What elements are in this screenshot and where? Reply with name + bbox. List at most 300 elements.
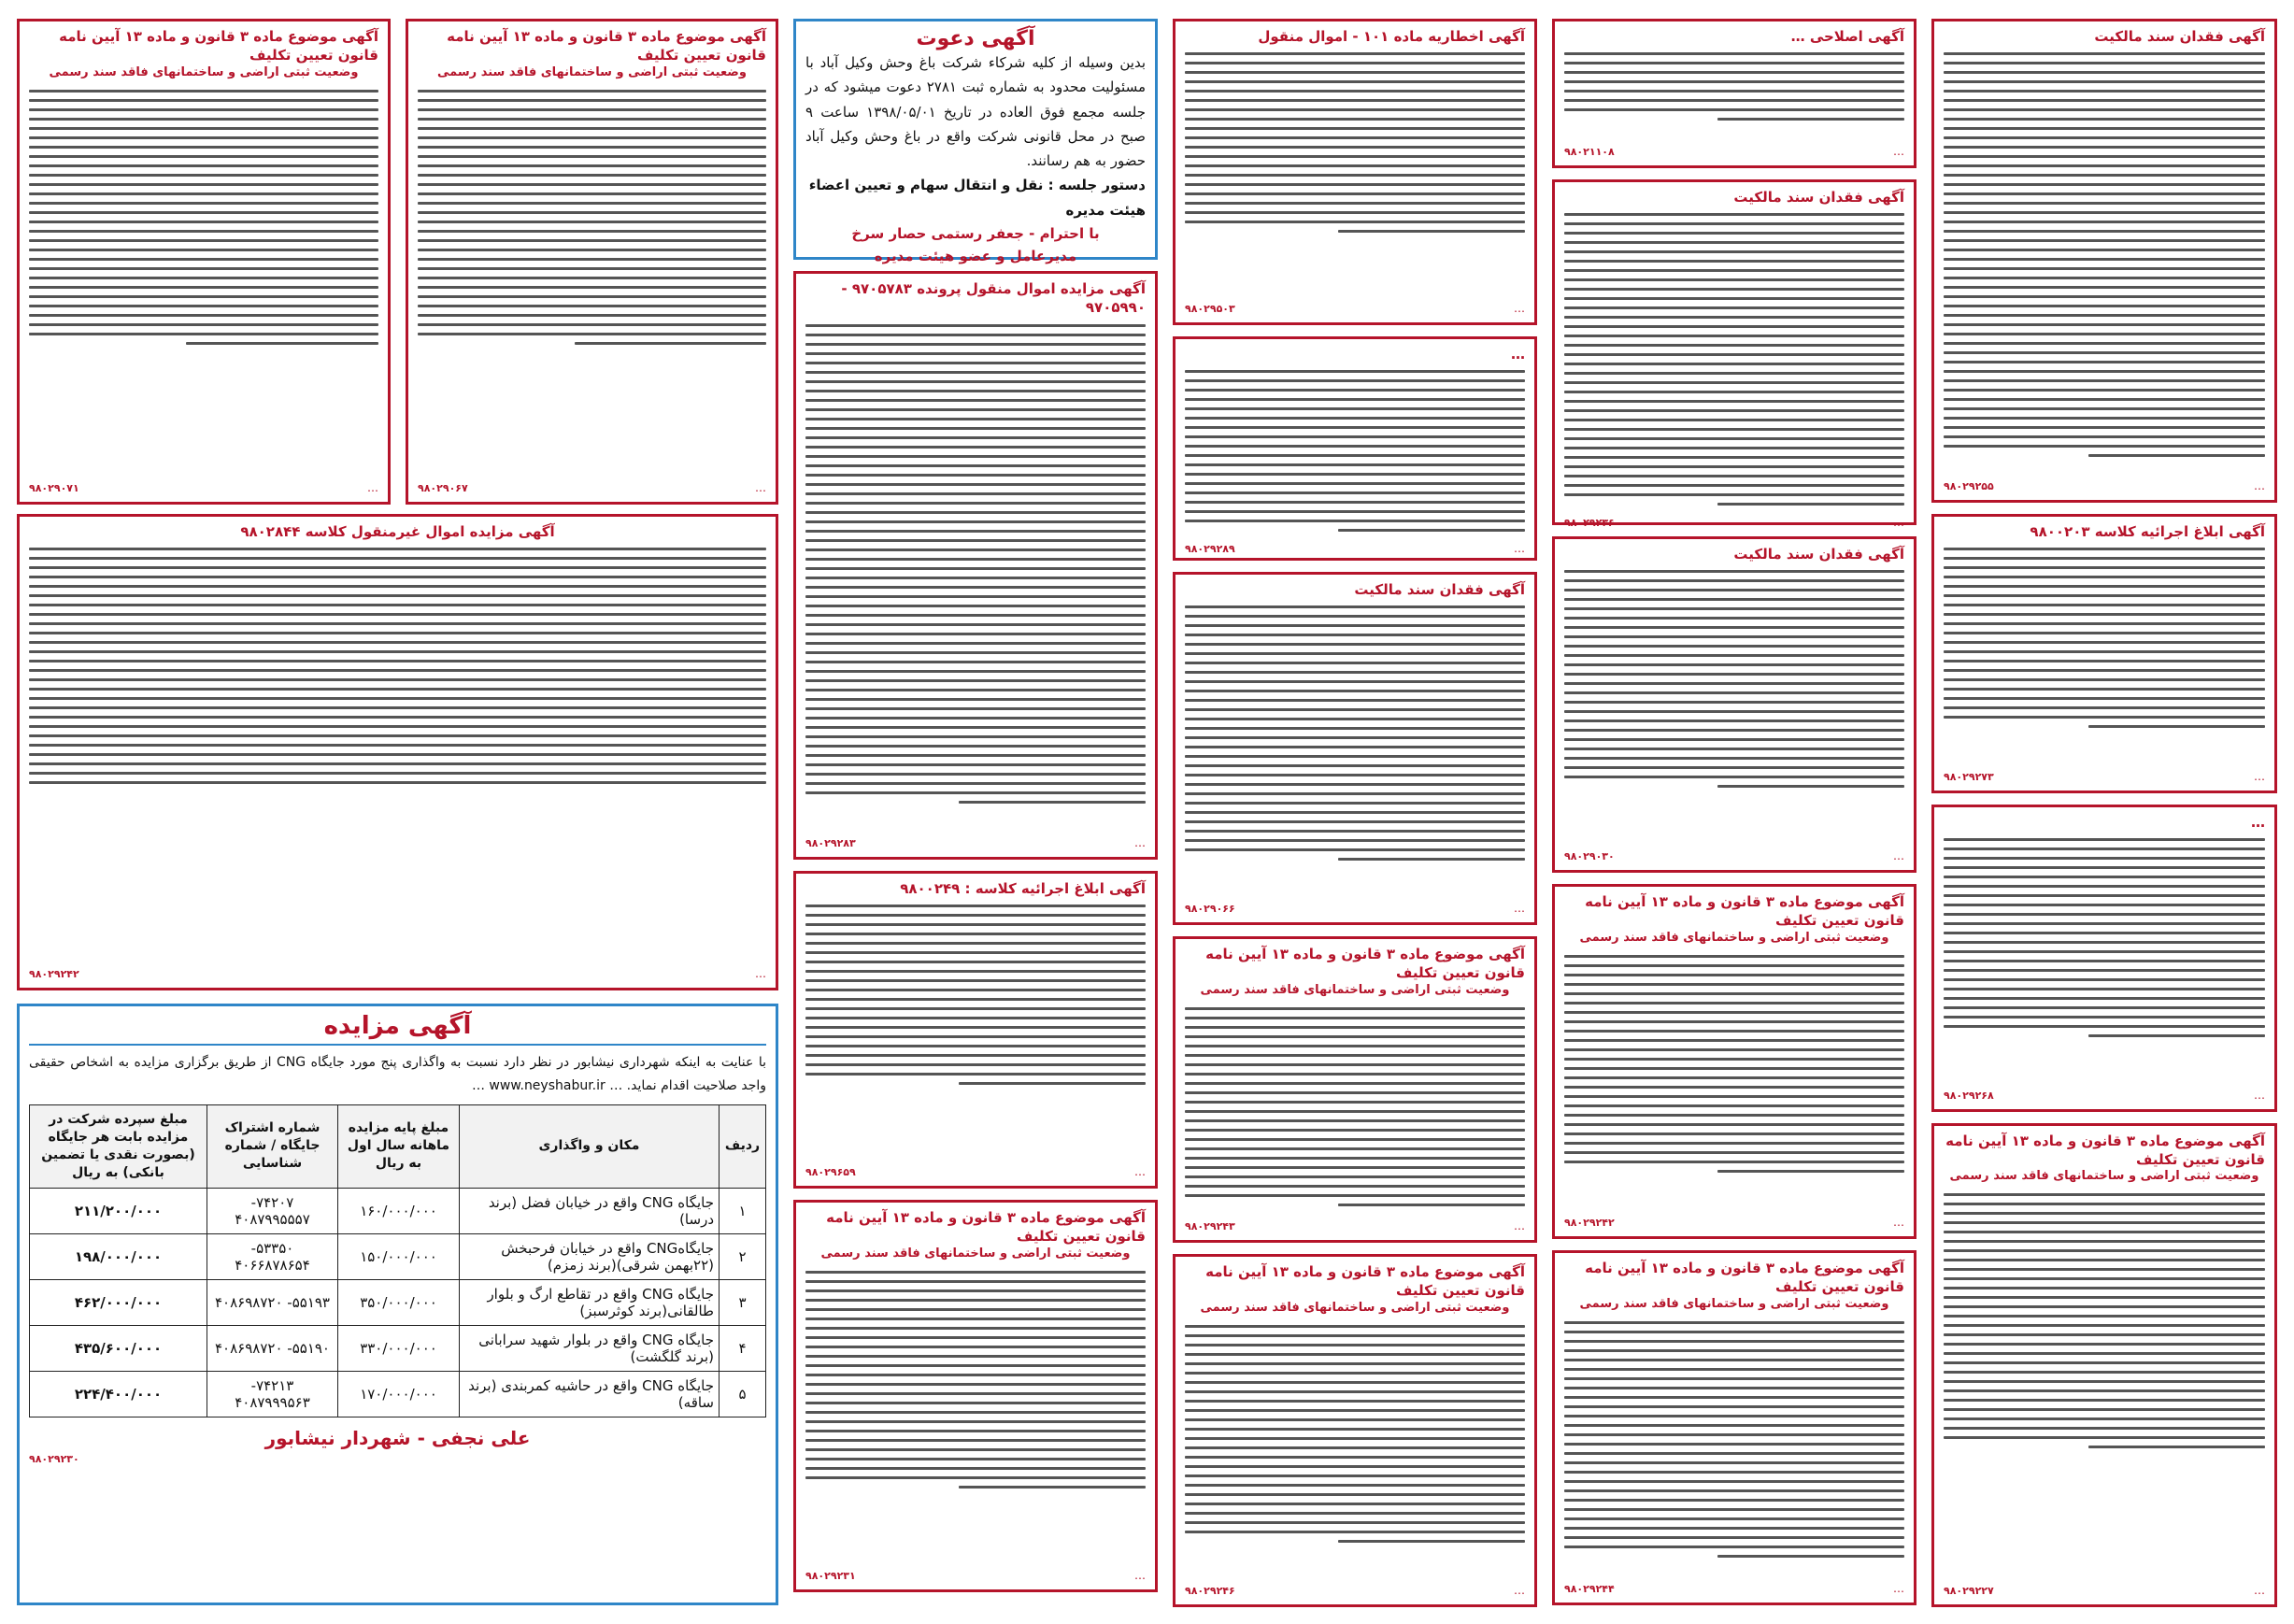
text-line (805, 1364, 1146, 1367)
text-line (29, 295, 378, 298)
text-line (1564, 691, 1904, 694)
text-line (805, 1458, 1146, 1460)
legal-notice (1931, 1123, 2277, 1607)
text-line (1185, 389, 1525, 392)
text-line (805, 436, 1146, 439)
text-line (805, 446, 1146, 449)
text-line (29, 622, 766, 625)
text-line (1944, 1436, 2265, 1439)
text-line (418, 183, 766, 186)
notice-code: ۹۸۰۲۹۰۷۱ (29, 482, 79, 494)
header-price: مبلغ پایه مزایده ماهانه سال اول به ریال (338, 1105, 460, 1189)
text-line (29, 613, 766, 616)
text-line (1564, 1123, 1904, 1126)
text-line (418, 267, 766, 270)
notice-footer (29, 481, 378, 494)
text-line (1564, 391, 1904, 393)
text-line (1564, 955, 1904, 958)
text-line (959, 1486, 1146, 1489)
text-line (1185, 174, 1525, 177)
text-line (29, 230, 378, 233)
notice-sign: … (1893, 849, 1904, 862)
text-line (1185, 221, 1525, 223)
notice-code: ۹۸۰۲۹۲۸۳ (805, 837, 856, 849)
text-line (805, 577, 1146, 579)
text-line (805, 698, 1146, 701)
header-row-no: ردیف (720, 1105, 766, 1189)
legal-notice (17, 19, 391, 505)
text-line (29, 772, 766, 775)
text-line (1564, 1536, 1904, 1539)
text-line (1564, 1142, 1904, 1145)
notice-code: ۹۸۰۲۹۲۴۳ (1185, 1220, 1235, 1233)
text-line (1944, 351, 2265, 354)
notice-body (1564, 207, 1904, 512)
text-line (29, 249, 378, 251)
text-line (805, 399, 1146, 402)
text-line (29, 594, 766, 597)
text-line (1944, 230, 2265, 233)
notice-sign: … (1514, 1584, 1525, 1597)
text-line (29, 744, 766, 747)
text-line (1944, 305, 2265, 307)
notice-sign: … (1134, 836, 1146, 849)
text-line (1944, 221, 2265, 223)
text-line (418, 230, 766, 233)
text-line (805, 1289, 1146, 1292)
text-line (805, 1402, 1146, 1404)
text-line (805, 483, 1146, 486)
text-line (1944, 585, 2265, 588)
text-line (29, 641, 766, 644)
text-line (1564, 1508, 1904, 1511)
text-line (1944, 632, 2265, 634)
text-line (1185, 1409, 1525, 1412)
text-line (1944, 894, 2265, 897)
text-line (1944, 1352, 2265, 1355)
text-line (29, 650, 766, 653)
text-line (805, 1476, 1146, 1479)
text-line (1944, 417, 2265, 420)
text-line (1185, 454, 1525, 457)
text-line (29, 706, 766, 709)
text-line (1564, 90, 1904, 93)
text-line (1564, 1020, 1904, 1023)
text-line (805, 418, 1146, 420)
text-line (1185, 1344, 1525, 1346)
table-row (30, 1279, 766, 1325)
text-line (575, 342, 766, 345)
notice-title: … (2251, 814, 2265, 832)
text-line (1944, 1399, 2265, 1402)
text-line (805, 408, 1146, 411)
text-line (1944, 706, 2265, 709)
notice-footer (1185, 902, 1525, 915)
notice-sign: … (2254, 1583, 2265, 1597)
text-line (1185, 80, 1525, 83)
text-line (1185, 1521, 1525, 1524)
notice-title: آگهی اصلاحی … (1790, 28, 1904, 45)
text-line (1944, 1287, 2265, 1289)
text-line (1185, 764, 1525, 767)
text-line (1185, 1465, 1525, 1468)
notice-body (29, 83, 378, 478)
text-line (1564, 1499, 1904, 1502)
notice-sign: … (367, 481, 378, 494)
text-line (1185, 1428, 1525, 1431)
notice-code: ۹۸۰۲۹۲۸۹ (1185, 543, 1235, 556)
notice-sign: … (1893, 1216, 1904, 1229)
text-line (1564, 99, 1904, 102)
text-line (418, 323, 766, 326)
notice-footer (1185, 302, 1525, 315)
legal-notice (793, 1200, 1158, 1592)
text-line (1944, 1231, 2265, 1233)
notice-footer (1944, 1089, 2265, 1102)
text-line (1944, 613, 2265, 616)
left-top-ad-1 (17, 19, 391, 505)
text-line (805, 914, 1146, 917)
text-line (805, 1271, 1146, 1274)
text-line (29, 697, 766, 700)
wide-ad-title: آگهی مزایده اموال غیرمنقول کلاسه ۹۸۰۲۸۴۴ (240, 523, 555, 540)
text-line (418, 295, 766, 298)
notice-sign: … (1514, 1219, 1525, 1233)
notice-code: ۹۸۰۲۹۲۳۱ (805, 1570, 856, 1582)
text-line (1338, 230, 1525, 233)
text-line (1944, 127, 2265, 130)
text-line (1944, 857, 2265, 860)
text-line (29, 155, 378, 158)
text-line (1185, 1147, 1525, 1150)
text-line (1944, 267, 2265, 270)
text-line (1185, 680, 1525, 683)
text-line (1564, 974, 1904, 976)
text-line (1944, 932, 2265, 934)
text-line (805, 1374, 1146, 1376)
notice-sign: … (1514, 902, 1525, 915)
cell-price: ۱۵۰/۰۰۰/۰۰۰ (338, 1233, 460, 1279)
text-line (1944, 426, 2265, 429)
text-line (418, 333, 766, 335)
header-deposit: مبلغ سپرده شرکت در مزایده بابت هر جایگاه (بصورت نقدی یا تضمین بانکی) به ریال (30, 1105, 207, 1189)
wide-ad-footer (29, 967, 766, 980)
text-line (1564, 1076, 1904, 1079)
header-subscription: شماره اشتراک جایگاه / شماره شناسایی (207, 1105, 338, 1189)
cng-auction-notice (17, 1004, 778, 1605)
notice-sign: … (1893, 145, 1904, 158)
text-line (1564, 213, 1904, 216)
text-line (2088, 1034, 2265, 1037)
legal-notice (793, 271, 1158, 860)
text-line (805, 530, 1146, 533)
text-line (1944, 249, 2265, 251)
text-line (805, 633, 1146, 635)
text-line (1564, 570, 1904, 573)
text-line (1564, 992, 1904, 995)
text-line (1338, 1540, 1525, 1543)
text-line (1944, 1006, 2265, 1009)
notice-body (1944, 46, 2265, 476)
text-line (1564, 710, 1904, 713)
text-line (1564, 776, 1904, 778)
notice-footer (1185, 1584, 1525, 1597)
text-line (1944, 838, 2265, 841)
text-line (1944, 398, 2265, 401)
text-line (805, 791, 1146, 794)
column-4 (793, 19, 1158, 1607)
notice-footer (1564, 1216, 1904, 1229)
text-line (1944, 941, 2265, 944)
text-line (1564, 1517, 1904, 1520)
text-line (1944, 997, 2265, 1000)
text-line (805, 464, 1146, 467)
notice-subtitle: وضعیت ثبتی اراضی و ساختمانهای فاقد سند رسمی (1949, 1169, 2259, 1184)
text-line (1944, 1371, 2265, 1374)
text-line (959, 1082, 1146, 1085)
cell-n: ۴ (720, 1325, 766, 1371)
notice-footer (805, 1569, 1146, 1582)
wide-ad-code: ۹۸۰۲۹۲۴۲ (29, 968, 79, 980)
text-line (1944, 164, 2265, 167)
text-line (1564, 306, 1904, 309)
text-line (1564, 1058, 1904, 1061)
table-row (30, 1325, 766, 1371)
text-line (1185, 1531, 1525, 1533)
text-line (805, 745, 1146, 748)
notice-footer (805, 836, 1146, 849)
text-line (1944, 1361, 2265, 1364)
text-line (805, 1007, 1146, 1010)
text-line (1185, 463, 1525, 466)
text-line (1944, 183, 2265, 186)
notice-title: آگهی موضوع ماده ۳ قانون و ماده ۱۳ آیین نامه قانون تعیین تکلیف (1585, 1260, 1904, 1296)
text-line (1185, 727, 1525, 730)
text-line (1564, 232, 1904, 235)
text-line (1944, 969, 2265, 972)
column-1 (1931, 19, 2277, 1607)
text-line (805, 502, 1146, 505)
text-line (805, 520, 1146, 523)
text-line (1944, 922, 2265, 925)
text-line (1185, 643, 1525, 646)
text-line (1185, 605, 1525, 608)
text-line (186, 342, 378, 345)
table-row (30, 1233, 766, 1279)
text-line (1185, 1119, 1525, 1122)
text-line (805, 539, 1146, 542)
text-line (1564, 1133, 1904, 1135)
text-line (805, 362, 1146, 364)
text-line (29, 221, 378, 223)
text-line (418, 136, 766, 139)
notice-title: آگهی موضوع ماده ۳ قانون و ماده ۱۳ آیین نامه قانون تعیین تکلیف (1205, 946, 1525, 982)
legal-notice (1173, 572, 1537, 925)
text-line (1944, 90, 2265, 93)
text-line (805, 586, 1146, 589)
text-line (805, 970, 1146, 973)
text-line (1185, 830, 1525, 833)
text-line (805, 1063, 1146, 1066)
legal-notice (1173, 936, 1537, 1243)
text-line (1944, 1296, 2265, 1299)
notice-footer (1944, 479, 2265, 492)
text-line (1185, 774, 1525, 776)
text-line (1185, 1101, 1525, 1104)
text-line (1944, 118, 2265, 121)
text-line (1185, 1157, 1525, 1160)
text-line (1944, 52, 2265, 55)
text-line (29, 314, 378, 317)
text-line (1185, 1353, 1525, 1356)
text-line (1564, 1151, 1904, 1154)
text-line (805, 390, 1146, 392)
text-line (418, 314, 766, 317)
text-line (1185, 211, 1525, 214)
text-line (1564, 1331, 1904, 1333)
text-line (29, 267, 378, 270)
text-line (1564, 1405, 1904, 1408)
legal-notice (406, 19, 778, 505)
text-line (1185, 1063, 1525, 1066)
text-line (1185, 52, 1525, 55)
text-line (1564, 447, 1904, 449)
text-line (29, 333, 378, 335)
notice-sign: … (1514, 302, 1525, 316)
text-line (1944, 407, 2265, 410)
text-line (1944, 155, 2265, 158)
notice-body (1185, 1318, 1525, 1580)
text-line (1944, 688, 2265, 691)
text-line (805, 782, 1146, 785)
text-line (1185, 1110, 1525, 1113)
text-line (29, 99, 378, 102)
notice-sign: … (1134, 1569, 1146, 1582)
notice-body (805, 898, 1146, 1161)
text-line (1185, 1372, 1525, 1375)
text-line (1185, 510, 1525, 513)
legal-notice (793, 871, 1158, 1189)
text-line (1564, 729, 1904, 732)
text-line (418, 305, 766, 307)
text-line (1944, 258, 2265, 261)
text-line (1564, 1161, 1904, 1163)
auction-title: آگهی مزایده (29, 1012, 766, 1046)
text-line (1564, 1095, 1904, 1098)
cell-place: جایگاه CNG واقع در بلوار شهید سرابانی (برند گلگشت) (460, 1325, 720, 1371)
text-line (1564, 1359, 1904, 1361)
text-line (1944, 622, 2265, 625)
text-line (1944, 71, 2265, 74)
text-line (1185, 1138, 1525, 1141)
text-line (1185, 445, 1525, 448)
text-line (805, 763, 1146, 766)
text-line (418, 146, 766, 149)
text-line (805, 933, 1146, 935)
text-line (1564, 1471, 1904, 1474)
text-line (1944, 202, 2265, 205)
text-line (1944, 286, 2265, 289)
notice-body (1185, 46, 1525, 298)
text-line (1564, 1114, 1904, 1117)
cell-deposit: ۴۶۲/۰۰۰/۰۰۰ (30, 1279, 207, 1325)
text-line (1185, 1418, 1525, 1421)
text-line (1564, 1396, 1904, 1399)
notice-footer (1944, 770, 2265, 783)
text-line (1185, 634, 1525, 636)
legal-notice (1173, 336, 1537, 561)
text-line (1185, 1362, 1525, 1365)
text-line (29, 239, 378, 242)
text-line (805, 1430, 1146, 1432)
cell-sub: ۵۳۳۵۰- ۴۰۶۶۸۷۸۶۵۴ (207, 1233, 338, 1279)
cell-deposit: ۲۱۱/۲۰۰/۰۰۰ (30, 1188, 207, 1233)
text-line (1338, 529, 1525, 532)
text-line (1185, 1091, 1525, 1094)
notice-code: ۹۸۰۲۹۵۰۳ (1185, 303, 1235, 316)
text-line (29, 576, 766, 578)
text-line (1944, 1315, 2265, 1318)
notice-body (1944, 1187, 2265, 1580)
text-line (1944, 960, 2265, 962)
text-line (1944, 548, 2265, 550)
text-line (805, 726, 1146, 729)
notice-footer (1564, 145, 1904, 158)
text-line (1564, 465, 1904, 468)
text-line (1185, 473, 1525, 476)
text-line (805, 717, 1146, 719)
text-line (1564, 372, 1904, 375)
cell-n: ۵ (720, 1371, 766, 1417)
cell-n: ۳ (720, 1279, 766, 1325)
notice-title: آگهی موضوع ماده ۳ قانون و ماده ۱۳ آیین نامه قانون تعیین تکلیف (59, 28, 378, 64)
header-place: مکان و واگذاری (460, 1105, 720, 1189)
text-line (418, 174, 766, 177)
text-line (1564, 1104, 1904, 1107)
text-line (1564, 288, 1904, 291)
text-line (1564, 1368, 1904, 1371)
text-line (805, 623, 1146, 626)
text-line (1944, 277, 2265, 279)
text-line (1944, 641, 2265, 644)
text-line (805, 1318, 1146, 1320)
text-line (1564, 1461, 1904, 1464)
text-line (1185, 802, 1525, 805)
text-line (1944, 650, 2265, 653)
text-line (29, 108, 378, 111)
text-line (805, 380, 1146, 383)
text-line (1944, 136, 2265, 139)
cell-price: ۱۶۰/۰۰۰/۰۰۰ (338, 1188, 460, 1233)
text-line (1564, 335, 1904, 337)
notice-code: ۹۸۰۲۹۶۵۹ (805, 1166, 856, 1178)
notice-body (1944, 832, 2265, 1085)
text-line (1564, 71, 1904, 74)
text-line (418, 249, 766, 251)
text-line (1564, 484, 1904, 487)
text-line (805, 1383, 1146, 1386)
notice-subtitle: وضعیت ثبتی اراضی و ساختمانهای فاقد سند رسمی (1200, 1300, 1510, 1315)
text-line (1564, 260, 1904, 263)
text-line (1564, 52, 1904, 55)
notice-subtitle: وضعیت ثبتی اراضی و ساختمانهای فاقد سند رسمی (1579, 930, 1889, 945)
text-line (1185, 1474, 1525, 1477)
text-line (1944, 1343, 2265, 1346)
text-line (1564, 617, 1904, 620)
text-line (1185, 62, 1525, 64)
text-line (805, 661, 1146, 663)
invite-signature: با احترام - جعفر رستمی حصار سرخ (851, 224, 1100, 242)
